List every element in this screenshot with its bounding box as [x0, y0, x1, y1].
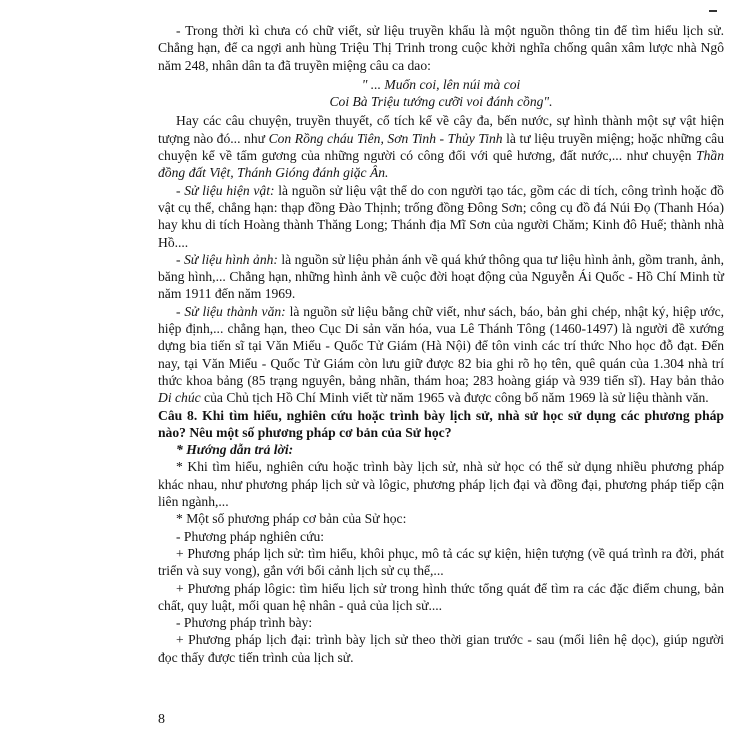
answer-line: + Phương pháp lịch đại: trình bày lịch sử theo thời gian trước - sau (mối liên hệ dọc), giúp người đọc thấy được tiến trình của lịch sử. — [158, 632, 724, 665]
term-label: - Sử liệu hiện vật: — [176, 182, 275, 198]
paragraph-written-sources — [158, 303, 724, 407]
answer-line: * Một số phương pháp cơ bản của Sử học: — [176, 511, 407, 527]
paragraph-image-sources — [158, 251, 724, 303]
answer-line: - Phương pháp trình bày: — [176, 615, 313, 631]
text: Hay các câu chuyện, truyền thuyết, cổ tích kể về cây đa, bến nước, sự hình thành một sự vật hiện tượng nào đó... như — [158, 113, 724, 146]
answer-line: + Phương pháp lịch sử: tìm hiểu, khôi phục, mô tả các sự kiện, hiện tượng (về quá trình ra đời, phát triển và suy vong), gắn với bối cảnh lịch sử cụ thể,... — [158, 545, 724, 579]
text: là nguồn sử liệu phản ánh về quá khứ thông qua tư liệu hình ảnh, gồm tranh, ảnh, băng hình,... Chẳng hạn, những hình ảnh về cuộc đời hoạt động của Nguyễn Ái Quốc - Hồ Chí Minh từ năm 1911 đến năm 1969. — [158, 251, 724, 302]
text: của Chủ tịch Hồ Chí Minh viết từ năm 1965 và được công bố năm 1969 là sử liệu thành văn. — [200, 390, 709, 406]
text: là nguồn sử liệu vật thể do con người tạo tác, gồm các di tích, công trình hoặc đồ vật cụ thể, chẳng hạn: thạp đồng Đào Thịnh; trống đồng Đông Sơn; công cụ đồ đá Núi Đọ (Thanh Hóa) hay khu di tích Hoàng thành Thăng Long; Thánh địa Mĩ Sơn của người Chăm; Kinh đô Huế; thành nhà Hồ.... — [158, 182, 724, 250]
poem-line: " ... Muốn coi, lên núi mà coi — [361, 76, 521, 92]
italic-title: Thần đồng đất Việt, Thánh Gióng đánh giặc Ân. — [158, 148, 724, 181]
term-label: - Sử liệu thành văn: — [176, 303, 286, 319]
answer-line: * Khi tìm hiểu, nghiên cứu hoặc trình bày lịch sử, nhà sử học có thể sử dụng nhiều phương pháp khác nhau, như phương pháp lịch sử và lôgic, phương pháp lịch đại và đồng đại, phương pháp tiếp cận liên ngành,... — [158, 459, 724, 510]
answer-guide-heading: * Hướng dẫn trả lời: — [176, 442, 294, 458]
term-label: - Sử liệu hình ảnh: — [176, 251, 278, 267]
paragraph-artifact-sources — [158, 182, 724, 251]
italic-title: Con Rồng cháu Tiên, Sơn Tinh - Thủy Tinh — [268, 130, 503, 146]
folk-poem — [158, 76, 724, 111]
poem-line: Coi Bà Triệu tướng cưỡi voi đánh cồng". — [329, 94, 553, 110]
paragraph-legends — [158, 112, 724, 181]
italic-title: Di chúc — [158, 390, 201, 406]
text: là nguồn sử liệu bằng chữ viết, như sách, báo, bản ghi chép, nhật ký, hiệp ước, hiệp định,... chẳng hạn, theo Cục Di sản văn hóa, vua Lê Thánh Tông (1460-1497) là người đề xướng dựng bia tiến sĩ tại Văn Miếu - Quốc Tử Giám (Hà Nội) để tôn vinh các trí thức Nho học đỗ đạt. Đến nay, tại Văn Miếu - Quốc Tử Giám còn lưu giữ được 82 bia ghi rõ họ tên, quê quán của 1.304 nhà trí thức khoa bảng (85 trạng nguyên, bảng nhãn, thám hoa; 283 hoàng giáp và 939 tiến sĩ). Hay bản thảo — [158, 303, 724, 388]
question-8: Câu 8. Khi tìm hiểu, nghiên cứu hoặc trình bày lịch sử, nhà sử học sử dụng các phương pháp nào? Nêu một số phương pháp cơ bản của Sử học? — [158, 407, 724, 440]
corner-mark — [709, 10, 717, 12]
page-body — [158, 22, 724, 666]
answer-guide — [158, 441, 724, 458]
page-number: 8 — [158, 712, 165, 727]
answer-line: + Phương pháp lôgic: tìm hiểu lịch sử trong hình thức tổng quát để tìm ra các đặc điểm chung, bản chất, quy luật, mối quan hệ nhân - quả của lịch sử.... — [158, 580, 724, 613]
text: là tư liệu truyền miệng; hoặc những câu chuyện kể về tấm gương của những người có công đối với quê hương, đất nước,... như chuyện — [158, 130, 724, 164]
answer-line: - Phương pháp nghiên cứu: — [176, 528, 325, 544]
paragraph-oral-sources: - Trong thời kì chưa có chữ viết, sử liệu truyền khẩu là một nguồn thông tin để tìm hiểu lịch sử. Chẳng hạn, để ca ngợi anh hùng Triệu Thị Trinh trong cuộc khởi nghĩa chống quân xâm lược nhà Ngô năm 248, nhân dân ta đã truyền miệng câu ca dao: — [158, 23, 724, 73]
